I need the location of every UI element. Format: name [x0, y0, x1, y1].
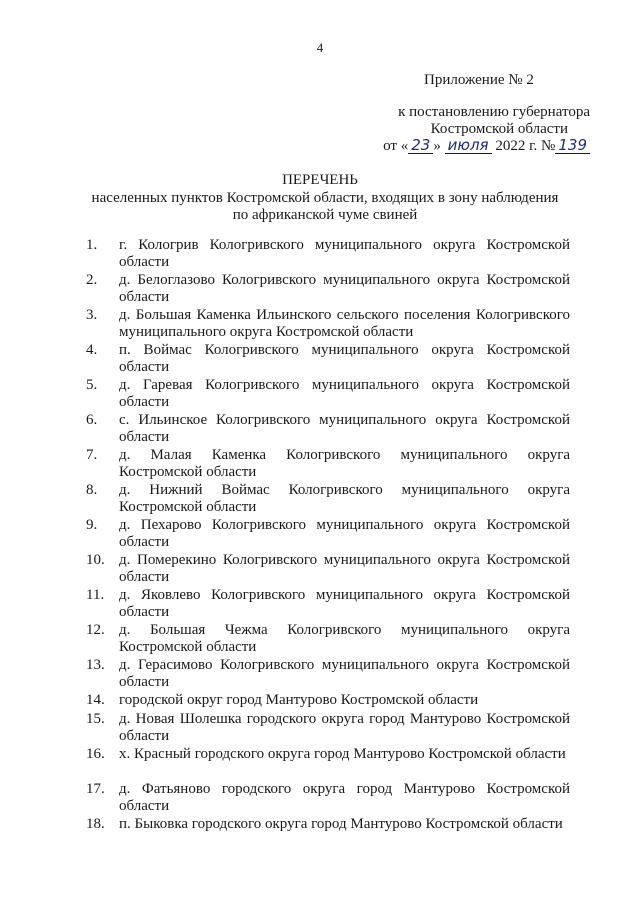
document-subtitle: населенных пунктов Костромской области, входящих в зону наблюдения по африканской чуме свиней [91, 190, 559, 223]
document-title: ПЕРЕЧЕНЬ [282, 172, 358, 188]
list-item [86, 692, 570, 709]
list-item-number: 6. [86, 412, 98, 428]
settlement-list [86, 237, 570, 851]
list-item-number: 15. [86, 711, 105, 727]
list-item [86, 307, 570, 341]
list-item-text: д. Белоглазово Кологривского муниципального округа Костромской области [119, 272, 570, 305]
decree-line-1: к постановлению губернатора [398, 104, 590, 120]
list-item-text: п. Быковка городского округа город Мантурово Костромской области [119, 816, 563, 832]
list-item [86, 711, 570, 745]
page-number: 4 [316, 40, 324, 55]
list-item-number: 2. [86, 272, 98, 288]
list-item [86, 272, 570, 306]
list-item [86, 622, 570, 656]
list-item-text: д. Пехарово Кологривского муниципального округа Костромской области [119, 517, 570, 550]
date-prefix: от « [383, 138, 409, 154]
list-item-text: д. Гаревая Кологривского муниципального округа Костромской области [119, 377, 570, 410]
list-item-number: 14. [86, 692, 105, 708]
handwritten-number: 139 [555, 138, 590, 154]
list-item-number: 10. [86, 552, 105, 568]
list-item [86, 412, 570, 446]
list-item-text: д. Яковлево Кологривского муниципального округа Костромской области [119, 587, 570, 620]
list-item-number: 13. [86, 657, 105, 673]
handwritten-month: июля [445, 138, 492, 154]
list-item [86, 482, 570, 516]
list-item-text: д. Новая Шолешка городского округа город Мантурово Костромской области [119, 711, 570, 744]
list-item [86, 587, 570, 621]
list-item [86, 377, 570, 411]
list-item-text: городской округ город Мантурово Костромской области [119, 692, 479, 708]
list-item [86, 237, 570, 271]
list-item-number: 1. [86, 237, 98, 253]
list-item [86, 746, 570, 780]
list-item-text: д. Большая Каменка Ильинского сельского поселения Кологривского муниципального округа Костромской области [119, 307, 570, 340]
date-mid: » [433, 138, 441, 154]
appendix-label: Приложение № 2 [424, 72, 534, 88]
list-item-number: 3. [86, 307, 98, 323]
list-item [86, 781, 570, 815]
list-item [86, 447, 570, 481]
list-item-number: 4. [86, 342, 98, 358]
list-item-text: с. Ильинское Кологривского муниципального округа Костромской области [119, 412, 570, 445]
list-item [86, 657, 570, 691]
decree-reference [360, 104, 590, 155]
list-item-text: д. Померекино Кологривского муниципального округа Костромской области [119, 552, 570, 585]
decree-line-2: Костромской области [430, 121, 568, 137]
list-item-text: д. Нижний Воймас Кологривского муниципального округа Костромской области [119, 482, 570, 515]
handwritten-day: 23 [408, 138, 433, 154]
list-item [86, 816, 570, 850]
list-item-text: д. Герасимово Кологривского муниципального округа Костромской области [119, 657, 570, 690]
list-item [86, 342, 570, 376]
list-item-text: д. Малая Каменка Кологривского муниципального округа Костромской области [119, 447, 570, 480]
list-item-number: 5. [86, 377, 98, 393]
list-item-number: 11. [86, 587, 105, 603]
list-item-text: г. Кологрив Кологривского муниципального округа Костромской области [119, 237, 570, 270]
list-item [86, 517, 570, 551]
list-item-text: д. Фатьяново городского округа город Мантурово Костромской области [119, 781, 570, 814]
list-item-number: 12. [86, 622, 105, 638]
list-item [86, 552, 570, 586]
list-item-number: 18. [86, 816, 105, 832]
decree-date-line [360, 138, 590, 155]
list-item-number: 8. [86, 482, 98, 498]
list-item-text: д. Большая Чежма Кологривского муниципального округа Костромской области [119, 622, 570, 655]
date-year: 2022 г. № [495, 138, 556, 154]
list-item-text: п. Воймас Кологривского муниципального округа Костромской области [119, 342, 570, 375]
list-item-number: 7. [86, 447, 98, 463]
list-item-number: 17. [86, 781, 105, 797]
list-item-number: 9. [86, 517, 98, 533]
list-item-number: 16. [86, 746, 105, 762]
list-item-text: х. Красный городского округа город Мантурово Костромской области [119, 746, 566, 762]
